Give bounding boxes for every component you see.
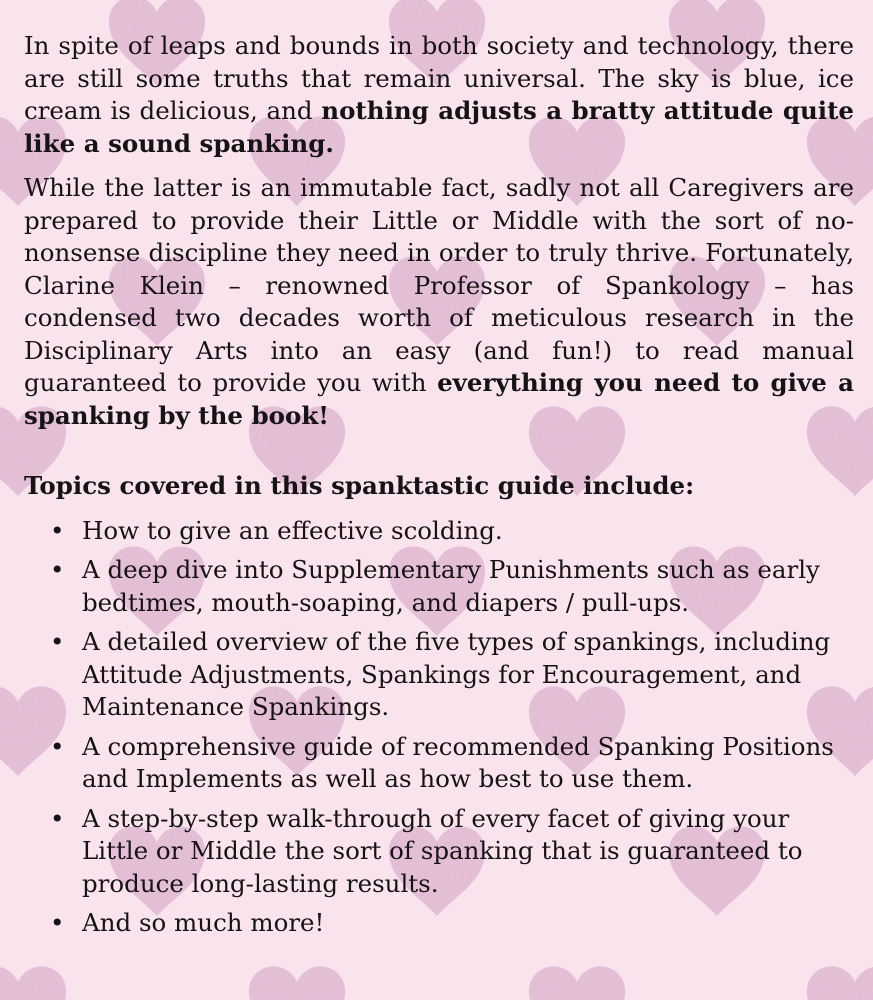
bullet-icon: • <box>50 627 65 656</box>
bullet-icon: • <box>50 555 65 584</box>
heart-icon <box>529 966 625 1000</box>
list-item <box>24 515 854 548</box>
intro-paragraph-2-text: While the latter is an immutable fact, sadly not all Caregivers are prepared to provide their Little or Middle with the sort of no-nonsense discipline they need in order to truly thrive. Fortunately, Clarine Klein – renowned Professor of Spankology – has condensed two decades worth of meticulous research in the Disciplinary Arts into an easy (and fun!) to read manual guaranteed to provide you with <box>24 173 854 397</box>
bullet-icon: • <box>50 515 65 545</box>
topics-list <box>24 515 854 940</box>
list-item-text: How to give an effective scolding. <box>82 515 503 545</box>
heart-icon <box>807 966 873 1000</box>
bullet-icon: • <box>50 908 65 937</box>
intro-paragraph-2-emphasis: everything you need to give a spanking by the book! <box>24 368 854 430</box>
intro-paragraph-1-text: In spite of leaps and bounds in both society and technology, there are still some truths that remain universal. The sky is blue, ice cream is delicious, and <box>24 31 854 125</box>
intro-paragraph-1 <box>24 30 854 160</box>
book-description <box>24 30 854 947</box>
list-item-text: A step-by-step walk-through of every facet of giving your Little or Middle the sort of spanking that is guaranteed to produce long-lasting results. <box>82 803 803 898</box>
list-item <box>24 731 854 796</box>
list-item-text: A deep dive into Supplementary Punishments such as early bedtimes, mouth-soaping, and diapers / pull-ups. <box>82 555 820 617</box>
list-item-text: And so much more! <box>82 908 325 937</box>
intro-paragraph-2 <box>24 172 854 432</box>
heart-icon <box>0 966 66 1000</box>
bullet-icon: • <box>50 803 65 833</box>
list-item-text: A comprehensive guide of recommended Spanking Positions and Implements as well as how best to use them. <box>82 731 834 793</box>
list-item <box>24 626 854 724</box>
intro-paragraph-1-emphasis: nothing adjusts a bratty attitude quite like a sound spanking. <box>24 96 854 158</box>
topics-heading: Topics covered in this spanktastic guide include: <box>24 471 695 500</box>
list-item-text: A detailed overview of the five types of spankings, including Attitude Adjustments, Spankings for Encouragement, and Maintenance Spankings. <box>82 627 831 721</box>
list-item <box>24 803 854 901</box>
bullet-icon: • <box>50 731 65 761</box>
list-item <box>24 554 854 619</box>
heart-icon <box>249 966 345 1000</box>
list-item <box>24 907 854 940</box>
